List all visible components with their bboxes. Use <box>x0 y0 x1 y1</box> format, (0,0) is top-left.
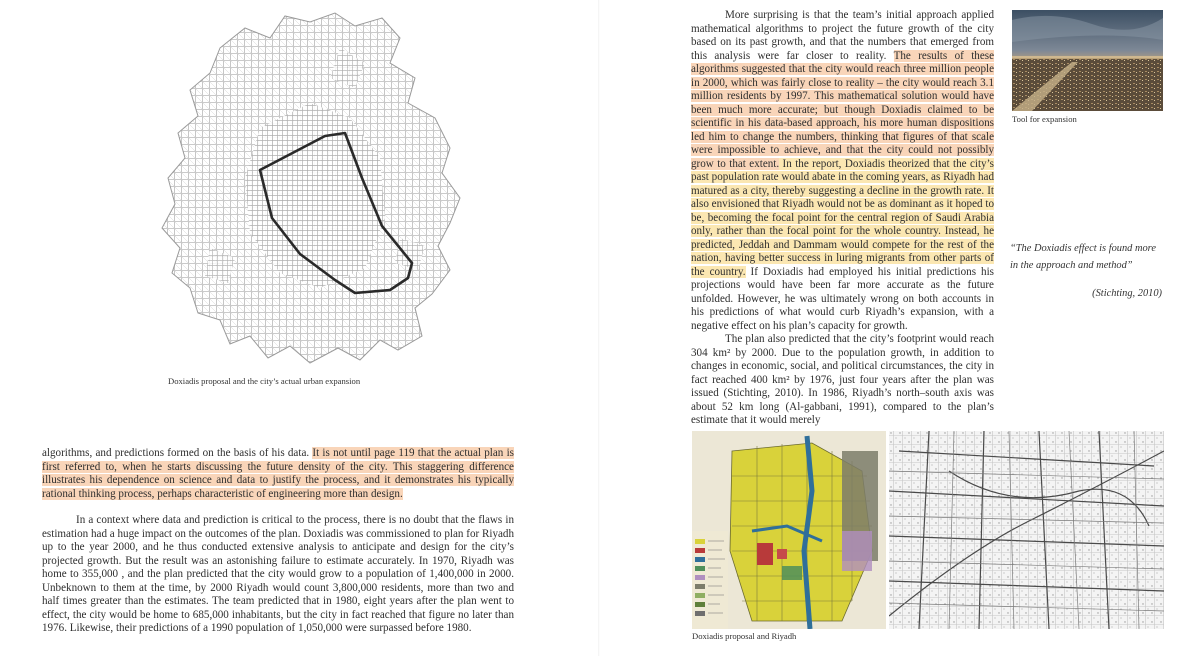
plans-caption: Doxiadis proposal and Riyadh <box>692 631 797 641</box>
right-para2-text: The plan also predicted that the city’s footprint would reach 304 km² by 2000. Due to the population growth, in addition to changes in economic, social, and political circumstances, the city in fact reached 400 km² by 1976, just four years after the plan was issued (Stichting, 2010). In 1986, Riyadh’s north–south axis was about 52 km long (Al-gabbani, 1991), compared to the plan’s estimate that it would merely <box>691 333 994 426</box>
map-caption: Doxiadis proposal and the city’s actual urban expansion <box>168 376 361 386</box>
urban-expansion-map <box>150 8 470 374</box>
city-aerial-photo <box>1012 10 1163 111</box>
right-para1-plain-b: If Doxiadis had employed his initial predictions his projections would have been far more accurate as the future unfolded. However, he was ultimately wrong on both accounts in his predictions of what would curb Riyadh’s expansion, with a negative effect on his plan’s capacity for growth. <box>691 265 994 332</box>
right-para1-highlight-b: In the report, Doxiadis theorized that the city’s past population rate would abate in the coming years, as Riyadh had matured as a city, thereby suggesting a decline in the growth rate. It also envisioned that Riyadh would not be as dominant as it hoped to be, becoming the focal point for the central region of Saudi Arabia only, rather than the focal point for the whole country. Instead, he predicted, Jeddah and Dammam would compete for the rest of the nation, having better success in luring migrants from other parts of the country. <box>691 157 994 278</box>
pull-quote-source: (Stichting, 2010) <box>1092 288 1162 299</box>
left-para1-highlight: It is not until page 119 that the actual plan is first referred to, when he starts discussing the future density of the city. This staggering difference illustrates his dependence on science and data to justify the process, and it demonstrates his typically rational thinking process, perhaps characteristic of engineering more than design. <box>42 447 514 500</box>
left-paragraph-1 <box>42 447 514 501</box>
left-para1-plain: algorithms, and predictions formed on the basis of his data. <box>42 447 313 459</box>
left-para2-text: In a context where data and prediction is critical to the process, there is no doubt that the flaws in estimation had a huge impact on the outcomes of the plan. Doxiadis was commissioned to plan for Riyadh up to the year 2000, and he thus conducted extensive analysis to anticipate and design for the city’s projected growth. But the result was an astonishing failure to estimate accurately. In 1970, Riyadh was home to 355,000 , and the plan predicted that the city would grow to a population of 1,400,000 in 2000. Unbeknown to them at the time, by 2000 Riyadh would count 3,800,000 residents, more than two and half times greater than the estimates. The team predicted that in 1980, eight years after the plan went to effect, the city would be home to 685,000 inhabitants, but the city in fact reached that figure no later than 1976. Likewise, their predictions of a 1990 population of 1,050,000 were surpassed before 1980. <box>42 514 515 634</box>
right-para1-highlight-a: The results of these algorithms suggested that the city would reach three million people in 2000, which was fairly close to reality – the city would reach 3.1 million residents by 1997. This mathematical solution would have been much more accurate; but though Doxiadis claimed to be scientific in his data-based approach, his more human dispositions led him to change the numbers, thinking that figures of that scale were impossible to achieve, and that the city could not possibly grow to that extent. <box>691 49 994 170</box>
right-paragraph-1 <box>691 9 994 333</box>
photo-caption: Tool for expansion <box>1012 114 1077 124</box>
doxiadis-plan-map <box>692 431 886 629</box>
right-para1-plain-a: More surprising is that the team’s initial approach applied mathematical algorithms to project the future growth of the city based on its past growth, and that the numbers that emerged from this analysis were far closer to reality. <box>691 9 994 62</box>
riyadh-street-map <box>889 431 1164 629</box>
pull-quote: “The Doxiadis effect is found more in the approach and method” <box>1010 243 1156 271</box>
left-paragraph-2 <box>42 514 514 636</box>
right-paragraph-2 <box>691 333 994 428</box>
